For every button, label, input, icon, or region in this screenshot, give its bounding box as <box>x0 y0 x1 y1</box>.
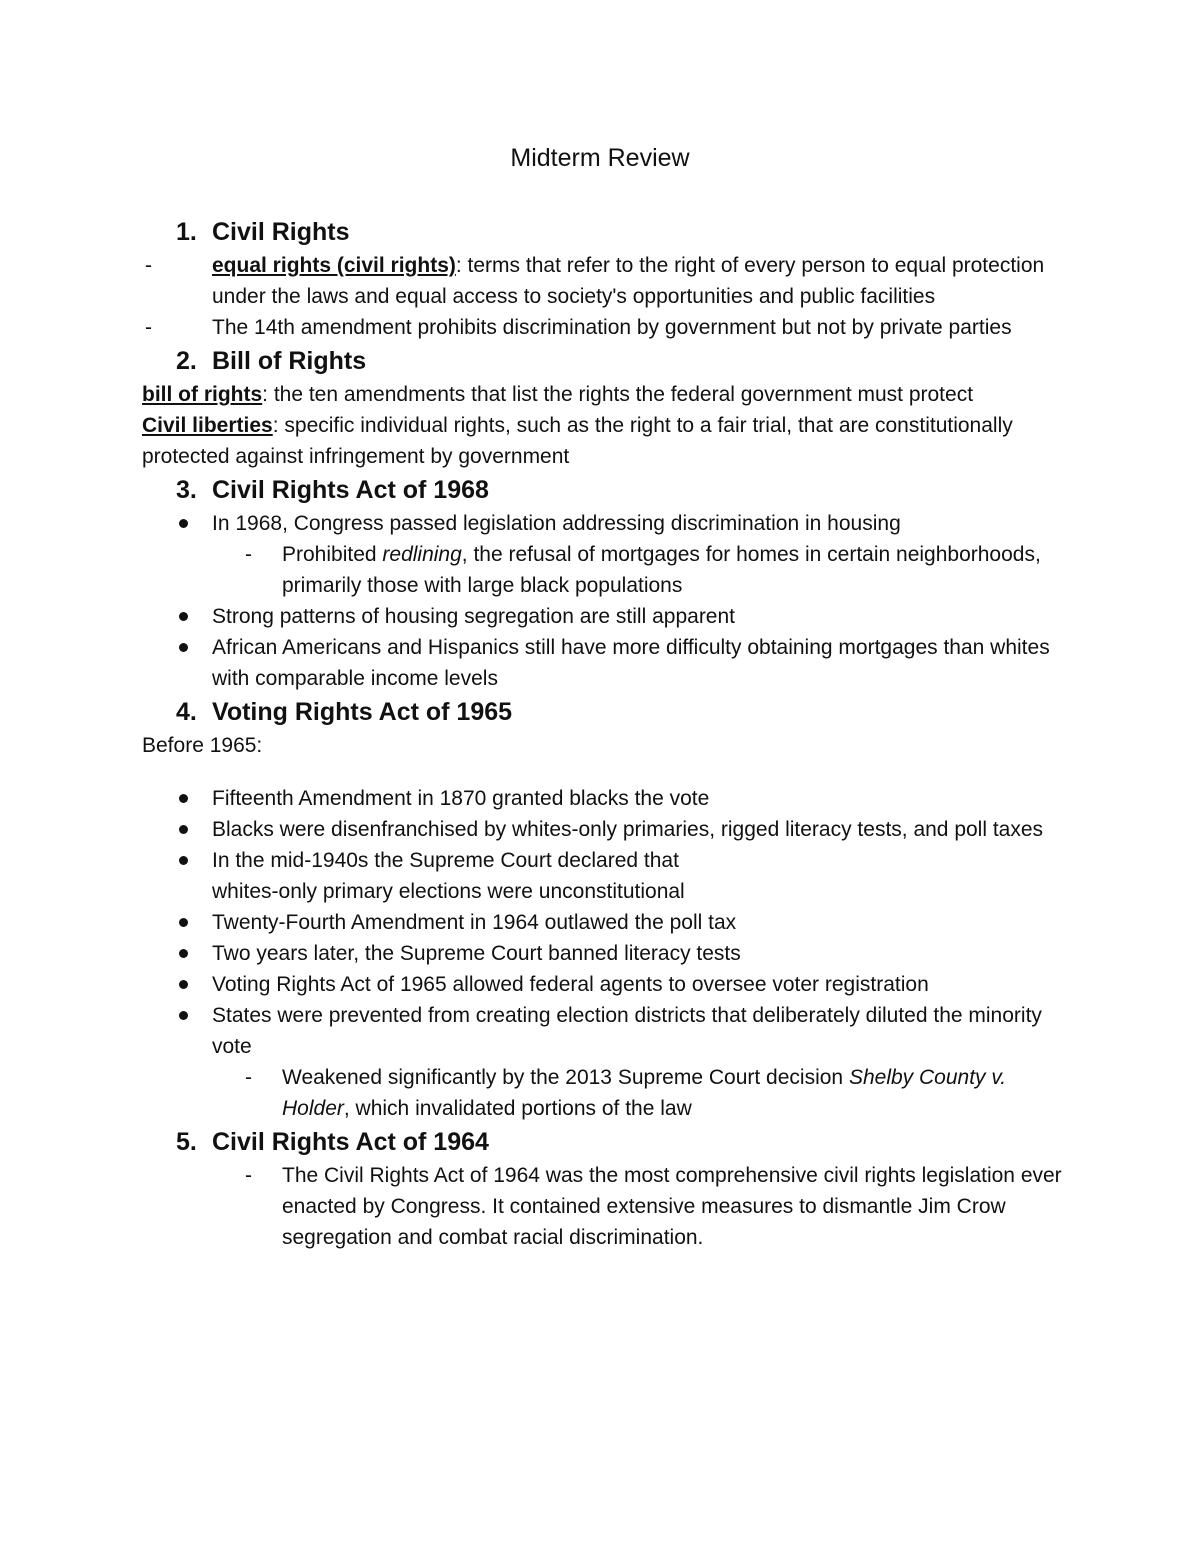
section-number: 1. <box>176 218 197 246</box>
bullet-item: African Americans and Hispanics still have more difficulty obtaining mortgages than whites with comparable income levels <box>142 632 1062 694</box>
sub-item: - The Civil Rights Act of 1964 was the most comprehensive civil rights legislation ever enacted by Congress. It contained extensive measures to dismantle Jim Crow segregation and combat racial discrimination. <box>142 1160 1062 1253</box>
term: equal rights (civil rights) <box>212 254 456 277</box>
sub-item <box>142 539 1062 601</box>
definition-paragraph <box>142 410 1062 472</box>
list-item <box>142 312 1062 343</box>
bullet-line: whites-only primary elections were unconstitutional <box>212 880 685 903</box>
section-title: Civil Rights Act of 1964 <box>212 1128 489 1156</box>
bullet-item <box>142 845 1062 907</box>
section-title: Civil Rights Act of 1968 <box>212 476 489 504</box>
definition: : terms that refer to the right of every person to equal protection under the laws and equal access to society's opportunities and public facilities <box>212 254 1045 308</box>
section-2-heading <box>142 343 1062 379</box>
section-3-heading <box>142 472 1062 508</box>
definition: : the ten amendments that list the rights the federal government must protect <box>262 383 974 406</box>
bullet-item: States were prevented from creating election districts that deliberately diluted the minority vote <box>142 1000 1062 1062</box>
sub-item-text: , which invalidated portions of the law <box>343 1097 692 1120</box>
bullet-item: Blacks were disenfranchised by whites-only primaries, rigged literacy tests, and poll taxes <box>142 814 1062 845</box>
definition-paragraph <box>142 379 1062 410</box>
list-item-text: The 14th amendment prohibits discrimination by government but not by private parties <box>212 316 1012 339</box>
spacer <box>142 761 1062 783</box>
bullet-item: Voting Rights Act of 1965 allowed federal agents to oversee voter registration <box>142 969 1062 1000</box>
section-5-heading <box>142 1124 1062 1160</box>
term: bill of rights <box>142 383 263 406</box>
intro-text: Before 1965: <box>142 734 263 757</box>
bullet-item: Two years later, the Supreme Court banned literacy tests <box>142 938 1062 969</box>
list-item <box>142 250 1062 312</box>
section-title: Civil Rights <box>212 218 350 246</box>
emphasis: redlining <box>382 543 462 566</box>
section-number: 4. <box>176 698 197 726</box>
section-number: 2. <box>176 347 197 375</box>
bullet-item: Strong patterns of housing segregation are still apparent <box>142 601 1062 632</box>
bullet-item: Fifteenth Amendment in 1870 granted blacks the vote <box>142 783 1062 814</box>
sub-item <box>142 1062 1062 1124</box>
sub-item-text: , the refusal of mortgages for homes in certain neighborhoods, primarily those with large black populations <box>282 543 1041 597</box>
definition: : specific individual rights, such as the right to a fair trial, that are constitutionally protected against infringement by government <box>142 414 1013 468</box>
section-1-heading <box>142 214 1062 250</box>
document-title: Midterm Review <box>510 144 690 172</box>
section-number: 5. <box>176 1128 197 1156</box>
sub-item-text: Weakened significantly by the 2013 Supreme Court decision <box>282 1066 849 1089</box>
section-title: Bill of Rights <box>212 347 367 375</box>
section-4-heading <box>142 694 1062 730</box>
document-body <box>142 214 1062 1253</box>
term: Civil liberties <box>142 414 273 437</box>
emphasis: Shelby County v. Holder <box>282 1066 1007 1120</box>
bullet-line: In the mid-1940s the Supreme Court declared that <box>212 849 679 872</box>
section-number: 3. <box>176 476 197 504</box>
bullet-item: Twenty-Fourth Amendment in 1964 outlawed the poll tax <box>142 907 1062 938</box>
sub-item-text: Prohibited <box>282 543 383 566</box>
bullet-item: In 1968, Congress passed legislation addressing discrimination in housing <box>142 508 1062 539</box>
section-title: Voting Rights Act of 1965 <box>212 698 513 726</box>
